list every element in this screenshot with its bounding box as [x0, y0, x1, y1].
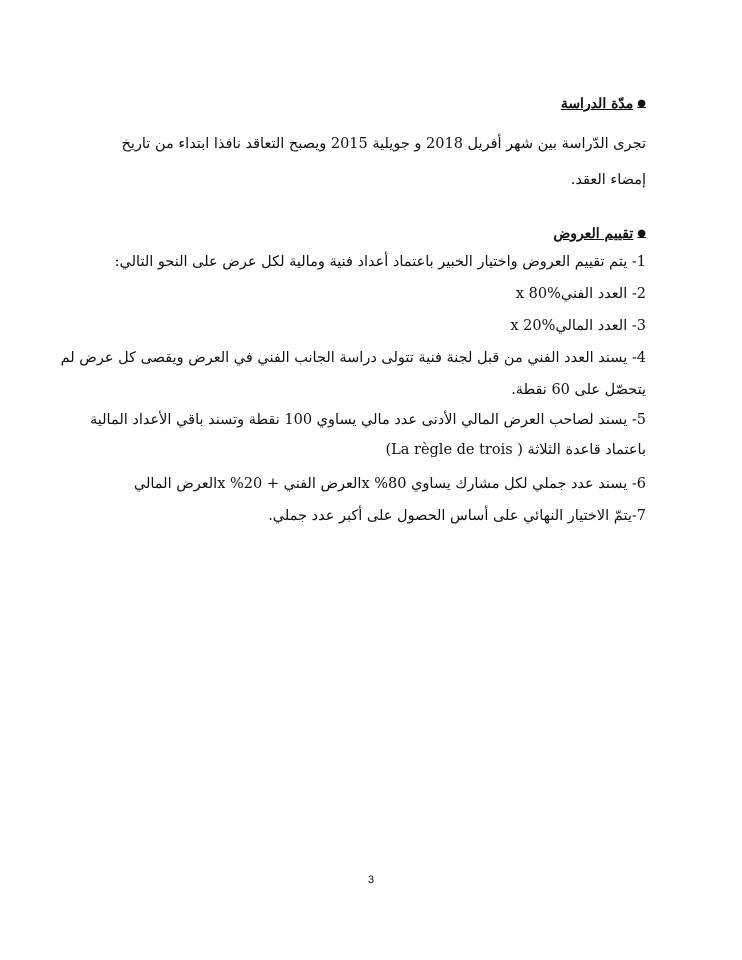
- bullet-icon: ●: [637, 98, 646, 109]
- evaluation-item-2: 2- العدد الفنيx 80%: [515, 286, 646, 302]
- study-duration-paragraph: تجرى الدّراسة بين شهر أفريل 2018 و جويلية 2015 ويصبح التعاقد نافذا ابتداء من تاريخ إمضاء العقد.: [121, 136, 646, 188]
- evaluation-item-3: 3- العدد الماليx 20%: [510, 318, 646, 334]
- evaluation-item-6: 6- يسند عدد جملي لكل مشارك يساوي 80% xالعرض الفني + 20% xالعرض المالي: [133, 476, 646, 492]
- evaluation-item-4-continued: يتحصّل على 60 نقطة.: [511, 382, 646, 398]
- page-number: 3: [367, 874, 375, 886]
- evaluation-item-7: 7-يتمّ الاختيار النهائي على أساس الحصول على أكبر عدد جملي.: [268, 508, 646, 524]
- heading-text: مدّة الدراسة: [560, 96, 634, 112]
- section-heading-offer-evaluation: [553, 226, 646, 242]
- section-heading-study-duration: [561, 96, 646, 112]
- bullet-icon: ●: [637, 228, 646, 239]
- heading-text: تقييم العروض: [553, 226, 634, 242]
- evaluation-item-1: 1- يتم تقييم العروض واختيار الخبير باعتماد أعداد فنية ومالية لكل عرض على النحو التالي:: [114, 254, 646, 270]
- evaluation-item-5-continued: باعتماد قاعدة الثلاثة ( La règle de trois): [385, 442, 646, 458]
- evaluation-item-4: 4- يسند العدد الفني من قبل لجنة فنية تتولى دراسة الجانب الفني في العرض ويقصى كل عرض لم: [60, 350, 646, 366]
- evaluation-item-5: 5- يسند لصاحب العرض المالي الأدنى عدد مالي يساوي 100 نقطة وتسند باقي الأعداد المالية: [89, 412, 646, 428]
